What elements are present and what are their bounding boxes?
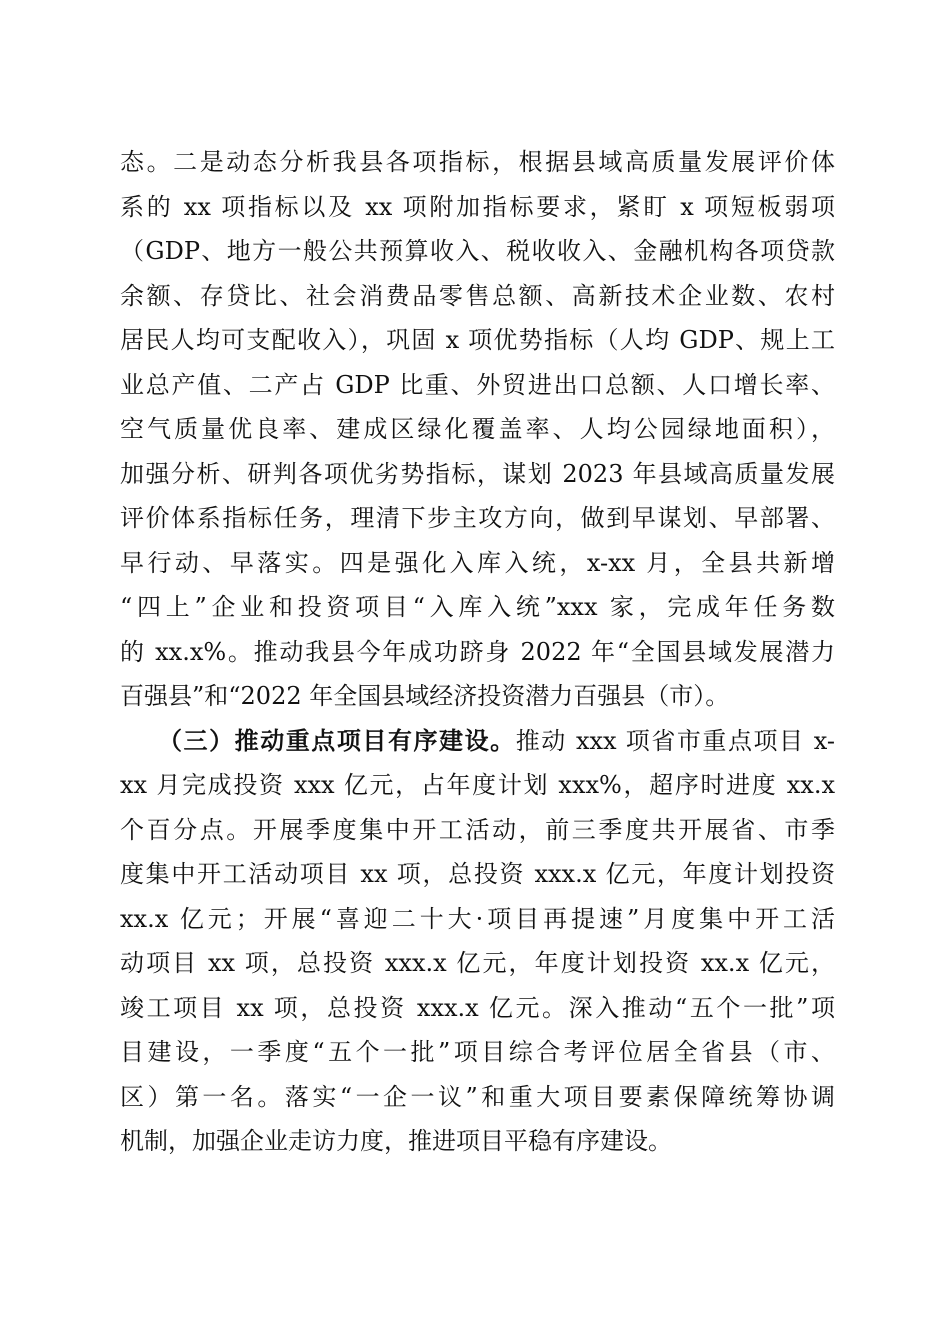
text-line: 百强县”和“2022 年全国县域经济投资潜力百强县（市）。 — [120, 682, 730, 710]
paragraph-indicators — [120, 140, 835, 719]
text-line: 加强分析、研判各项优劣势指标，谋划 2023 年县域高质量发展 — [120, 459, 835, 488]
text-line-with-heading — [120, 719, 835, 764]
text-line: 居民人均可支配收入），巩固 x 项优势指标（人均 GDP、规上工 — [120, 326, 835, 354]
text-line: 目建设，一季度“五个一批”项目综合考评位居全省县（市、 — [120, 1038, 835, 1066]
paragraph-key-projects — [120, 719, 835, 1164]
text-line: 业总产值、二产占 GDP 比重、外贸进出口总额、人口增长率、 — [120, 370, 835, 399]
text-line: 态。二是动态分析我县各项指标，根据县域高质量发展评价体 — [120, 148, 835, 176]
text-line: xx 月完成投资 xxx 亿元，占年度计划 xxx%，超序时进度 xx.x — [120, 771, 835, 799]
text-line: 余额、存贷比、社会消费品零售总额、高新技术企业数、农村 — [120, 281, 835, 310]
section-heading: （三）推动重点项目有序建设。 — [158, 725, 516, 755]
text-line: 早行动、早落实。四是强化入库入统，x-xx 月，全县共新增 — [120, 548, 835, 577]
text-line: 个百分点。开展季度集中开工活动，前三季度共开展省、市季 — [120, 815, 835, 844]
text-line: 竣工项目 xx 项，总投资 xxx.x 亿元。深入推动“五个一批”项 — [120, 993, 835, 1022]
heading-line-text: 推动 xxx 项省市重点项目 x- — [515, 726, 836, 755]
text-line: 度集中开工活动项目 xx 项，总投资 xxx.x 亿元，年度计划投资 — [120, 860, 835, 888]
body-text — [120, 140, 835, 1164]
text-line: 空气质量优良率、建成区绿化覆盖率、人均公园绿地面积）， — [120, 415, 835, 443]
text-line: 动项目 xx 项，总投资 xxx.x 亿元，年度计划投资 xx.x 亿元， — [120, 949, 835, 977]
text-line: 区）第一名。落实“一企一议”和重大项目要素保障统筹协调 — [120, 1082, 835, 1111]
text-line: xx.x 亿元；开展“喜迎二十大·项目再提速”月度集中开工活 — [120, 904, 835, 933]
text-line: 系的 xx 项指标以及 xx 项附加指标要求，紧盯 x 项短板弱项 — [120, 192, 835, 221]
text-line: 评价体系指标任务，理清下步主攻方向，做到早谋划、早部署、 — [120, 504, 835, 532]
text-line: “四上”企业和投资项目“入库入统”xxx 家，完成年任务数 — [120, 593, 835, 621]
text-line: （GDP、地方一般公共预算收入、税收收入、金融机构各项贷款 — [120, 237, 835, 265]
text-line: 的 xx.x%。推动我县今年成功跻身 2022 年“全国县域发展潜力 — [120, 637, 835, 666]
text-line: 机制，加强企业走访力度，推进项目平稳有序建设。 — [120, 1127, 672, 1155]
